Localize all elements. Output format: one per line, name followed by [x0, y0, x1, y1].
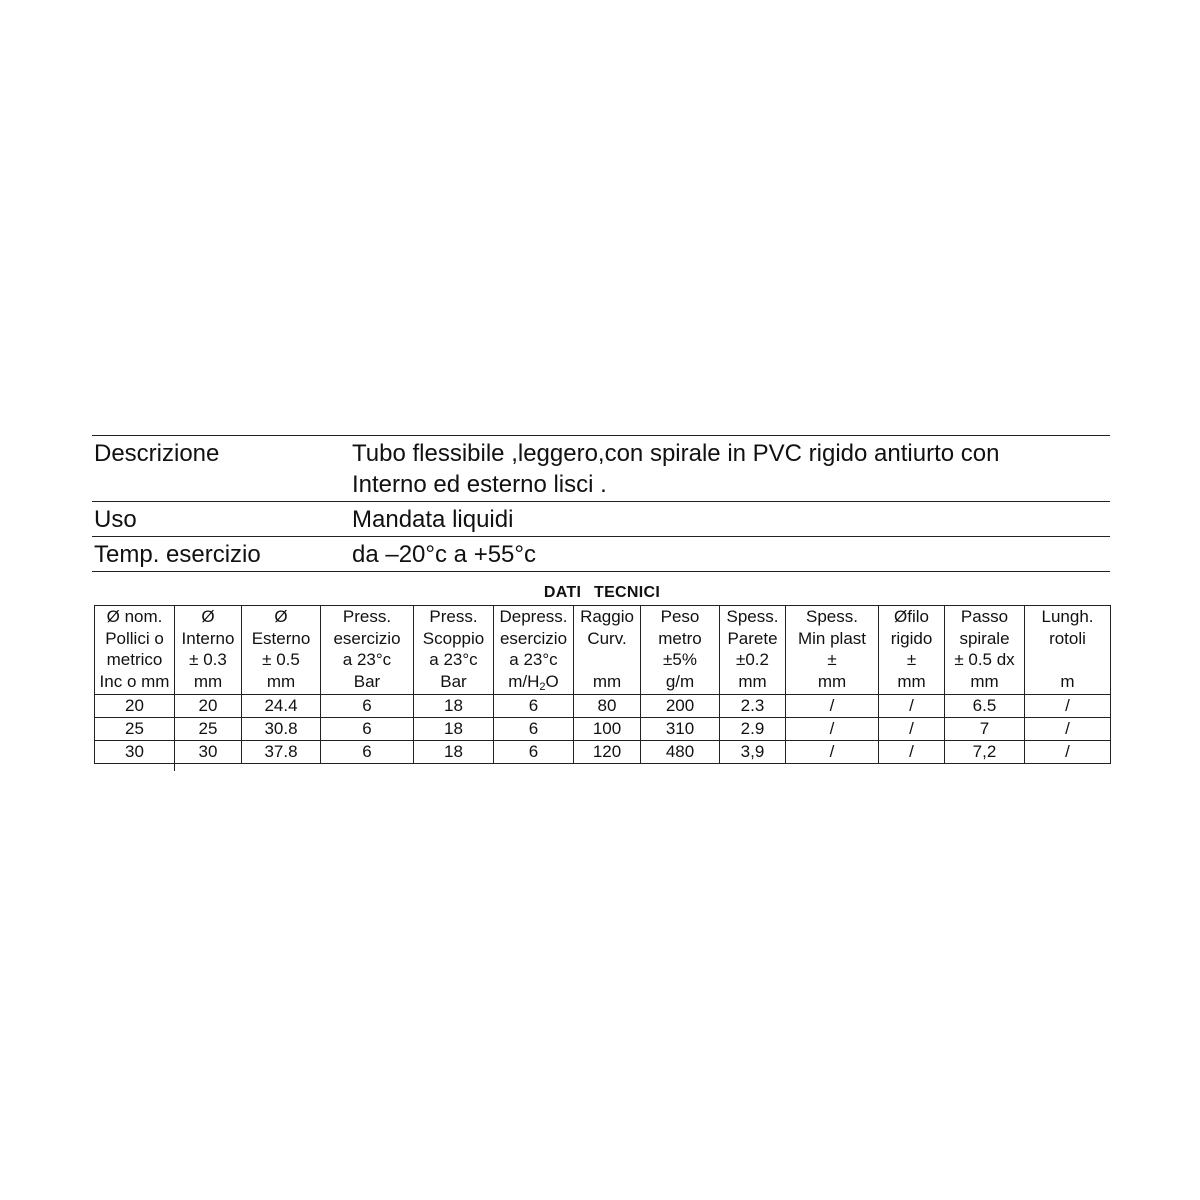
column-header-line: [1025, 649, 1110, 671]
column-header-line: [242, 649, 320, 671]
column-header-line: [175, 628, 241, 650]
column-header-line: [414, 606, 493, 628]
table-cell: 100: [574, 718, 641, 741]
technical-data-table: [94, 605, 1111, 764]
info-row: [92, 537, 1110, 572]
column-header-text: esercizio: [333, 628, 401, 648]
table-cell: /: [786, 741, 879, 764]
column-header-line: [1025, 628, 1110, 650]
column-header-line: [175, 649, 241, 671]
table-cell: 25: [175, 718, 242, 741]
column-header: [175, 606, 242, 695]
column-header-text: ± 0.5: [262, 650, 300, 669]
column-header: [641, 606, 720, 695]
info-value: [352, 537, 1110, 572]
subscript: 2: [539, 680, 546, 693]
table-cell: 3,9: [720, 741, 786, 764]
product-info-table: [92, 435, 1110, 572]
column-header-text: mm: [266, 671, 296, 691]
table-cell: 30.8: [242, 718, 321, 741]
header-row: [95, 606, 1111, 695]
column-header-line: [786, 606, 878, 628]
table-row: [95, 741, 1111, 764]
info-row: [92, 502, 1110, 537]
info-value: [352, 502, 1110, 537]
column-header-line: [786, 628, 878, 650]
table-cell: 6: [494, 718, 574, 741]
table-cell: 20: [95, 695, 175, 718]
column-header-text: Raggio: [580, 607, 634, 626]
info-value-line: da –20°c a +55°c: [352, 541, 536, 568]
column-header-line: [945, 671, 1024, 693]
column-header-line: [641, 606, 719, 628]
column-header-line: [321, 649, 413, 671]
column-header-line: [242, 628, 320, 650]
column-header-line: [574, 649, 640, 671]
column-header: [574, 606, 641, 695]
column-header-line: [1025, 671, 1110, 693]
info-value-line: Tubo flessibile ,leggero,con spirale in PVC rigido antiurto con: [352, 440, 1000, 467]
column-header-text: Spess.: [726, 607, 779, 626]
column-header-text: Passo: [960, 607, 1009, 626]
table-cell: 120: [574, 741, 641, 764]
column-header-text: Bar: [353, 671, 381, 691]
column-header-text: Depress.: [499, 607, 568, 626]
table-cell: 25: [95, 718, 175, 741]
column-header-text: spirale: [959, 628, 1010, 648]
column-header-line: [175, 606, 241, 628]
column-header: [242, 606, 321, 695]
column-header-text: metro: [658, 628, 702, 648]
column-header-text: Peso: [660, 607, 700, 626]
column-header: [321, 606, 414, 695]
table-cell: 37.8: [242, 741, 321, 764]
table-cell: /: [879, 695, 945, 718]
column-header-line: [720, 671, 785, 693]
column-header-text: mm: [970, 671, 999, 691]
column-header-text: ±5%: [663, 650, 697, 669]
table-cell: /: [879, 718, 945, 741]
table-row: [95, 695, 1111, 718]
column-header-line: [574, 606, 640, 628]
column-header-line: [945, 628, 1024, 650]
table-cell: /: [786, 695, 879, 718]
column-header-line: [414, 628, 493, 650]
table-edge-tick: [174, 763, 175, 771]
column-header-line: [95, 628, 174, 650]
column-header-line: [242, 606, 320, 628]
table-cell: 2.3: [720, 695, 786, 718]
column-header-text: Parete: [727, 628, 778, 648]
info-value-line: Interno ed esterno lisci .: [352, 471, 607, 498]
table-cell: 6: [494, 695, 574, 718]
table-cell: /: [1025, 718, 1111, 741]
column-header-line: [641, 671, 719, 693]
column-header-line: [786, 671, 878, 693]
column-header-line: [414, 671, 493, 693]
table-cell: 20: [175, 695, 242, 718]
table-cell: 18: [414, 695, 494, 718]
table-cell: 200: [641, 695, 720, 718]
info-value: [352, 436, 1110, 502]
column-header-text: Interno: [181, 628, 235, 648]
column-header-line: [494, 606, 573, 628]
table-cell: 7,2: [945, 741, 1025, 764]
table-cell: 6.5: [945, 695, 1025, 718]
tech-table-title: DATI TECNICI: [543, 584, 661, 601]
column-header: [414, 606, 494, 695]
column-header-line: [95, 606, 174, 628]
column-header-text: Esterno: [251, 628, 311, 648]
column-header-text: Ø nom.: [106, 607, 163, 626]
table-cell: 80: [574, 695, 641, 718]
table-cell: 24.4: [242, 695, 321, 718]
column-header-text: ± 0.5 dx: [954, 650, 1015, 669]
column-header: [494, 606, 574, 695]
column-header: [1025, 606, 1111, 695]
column-header: [945, 606, 1025, 695]
column-header-line: [879, 671, 944, 693]
column-header-text: Lungh.: [1041, 607, 1094, 626]
column-header-text: mm: [817, 671, 847, 691]
column-header-text: metrico: [106, 650, 163, 669]
column-header-text: Min plast: [797, 628, 867, 648]
column-header-text: a 23°c: [429, 650, 478, 669]
column-header: [720, 606, 786, 695]
table-cell: /: [1025, 695, 1111, 718]
info-label: Descrizione: [92, 436, 352, 502]
column-header-line: [175, 671, 241, 693]
column-header-line: [720, 606, 785, 628]
column-header-text: ±: [827, 650, 837, 669]
column-header-text: mm: [592, 671, 622, 691]
table-cell: 30: [95, 741, 175, 764]
column-header-line: [95, 649, 174, 671]
column-header-line: [641, 649, 719, 671]
column-header-line: [321, 628, 413, 650]
column-header-text: m: [1060, 671, 1075, 691]
column-header-line: [494, 628, 573, 650]
column-header-tail: O: [545, 671, 559, 691]
column-header-line: [720, 649, 785, 671]
column-header-text: Curv.: [587, 628, 627, 648]
column-header-line: [879, 606, 944, 628]
column-header-text: rigido: [890, 628, 933, 648]
column-header-text: a 23°c: [342, 650, 392, 669]
column-header-text: Ø: [274, 607, 288, 626]
column-header-text: Pollici o: [105, 628, 164, 648]
column-header-text: ±0.2: [736, 650, 769, 669]
info-value-line: Mandata liquidi: [352, 506, 514, 533]
table-row: [95, 718, 1111, 741]
column-header-text: Press.: [342, 607, 392, 626]
table-cell: 6: [321, 695, 414, 718]
table-cell: 30: [175, 741, 242, 764]
column-header-text: esercizio: [499, 628, 568, 648]
column-header-line: [414, 649, 493, 671]
column-header-line: [879, 628, 944, 650]
column-header-line: [945, 606, 1024, 628]
column-header-text: mm: [738, 671, 767, 691]
column-header-text: mm: [193, 671, 223, 691]
column-header-line: [879, 649, 944, 671]
info-row: [92, 436, 1110, 502]
column-header: [95, 606, 175, 695]
table-cell: 7: [945, 718, 1025, 741]
column-header-line: [641, 628, 719, 650]
column-header-line: [574, 628, 640, 650]
column-header-text: g/m: [665, 671, 695, 691]
column-header-line: [321, 671, 413, 693]
column-header: [786, 606, 879, 695]
table-cell: 6: [494, 741, 574, 764]
table-cell: 480: [641, 741, 720, 764]
column-header-line: [95, 671, 174, 693]
table-cell: 18: [414, 718, 494, 741]
column-header-line: [720, 628, 785, 650]
table-cell: /: [1025, 741, 1111, 764]
column-header-line: [786, 649, 878, 671]
table-cell: /: [879, 741, 945, 764]
column-header-text: Øfilo: [894, 607, 929, 626]
table-cell: 6: [321, 741, 414, 764]
info-label: Uso: [92, 502, 352, 537]
column-header-text: m/H: [508, 671, 540, 691]
column-header-text: Scoppio: [422, 628, 485, 648]
column-header-text: ±: [906, 650, 917, 669]
column-header-line: [494, 649, 573, 671]
column-header-text: Press.: [429, 607, 478, 626]
table-cell: /: [786, 718, 879, 741]
column-header-text: ± 0.3: [189, 650, 227, 669]
column-header: [879, 606, 945, 695]
column-header-text: rotoli: [1049, 628, 1086, 648]
info-label: Temp. esercizio: [92, 537, 352, 572]
column-header-text: mm: [897, 671, 926, 691]
column-header-line: [945, 649, 1024, 671]
column-header-line: [321, 606, 413, 628]
column-header-line: [574, 671, 640, 693]
column-header-text: Spess.: [806, 607, 858, 626]
column-header-text: a 23°c: [509, 650, 558, 669]
table-cell: 6: [321, 718, 414, 741]
column-header-text: Ø: [201, 607, 215, 626]
column-header-line: [1025, 606, 1110, 628]
table-cell: 2.9: [720, 718, 786, 741]
column-header-line: [242, 671, 320, 693]
table-cell: 18: [414, 741, 494, 764]
column-header-text: Bar: [440, 671, 467, 691]
table-cell: 310: [641, 718, 720, 741]
column-header-text: Inc o mm: [99, 671, 170, 691]
column-header-line: [494, 671, 573, 693]
